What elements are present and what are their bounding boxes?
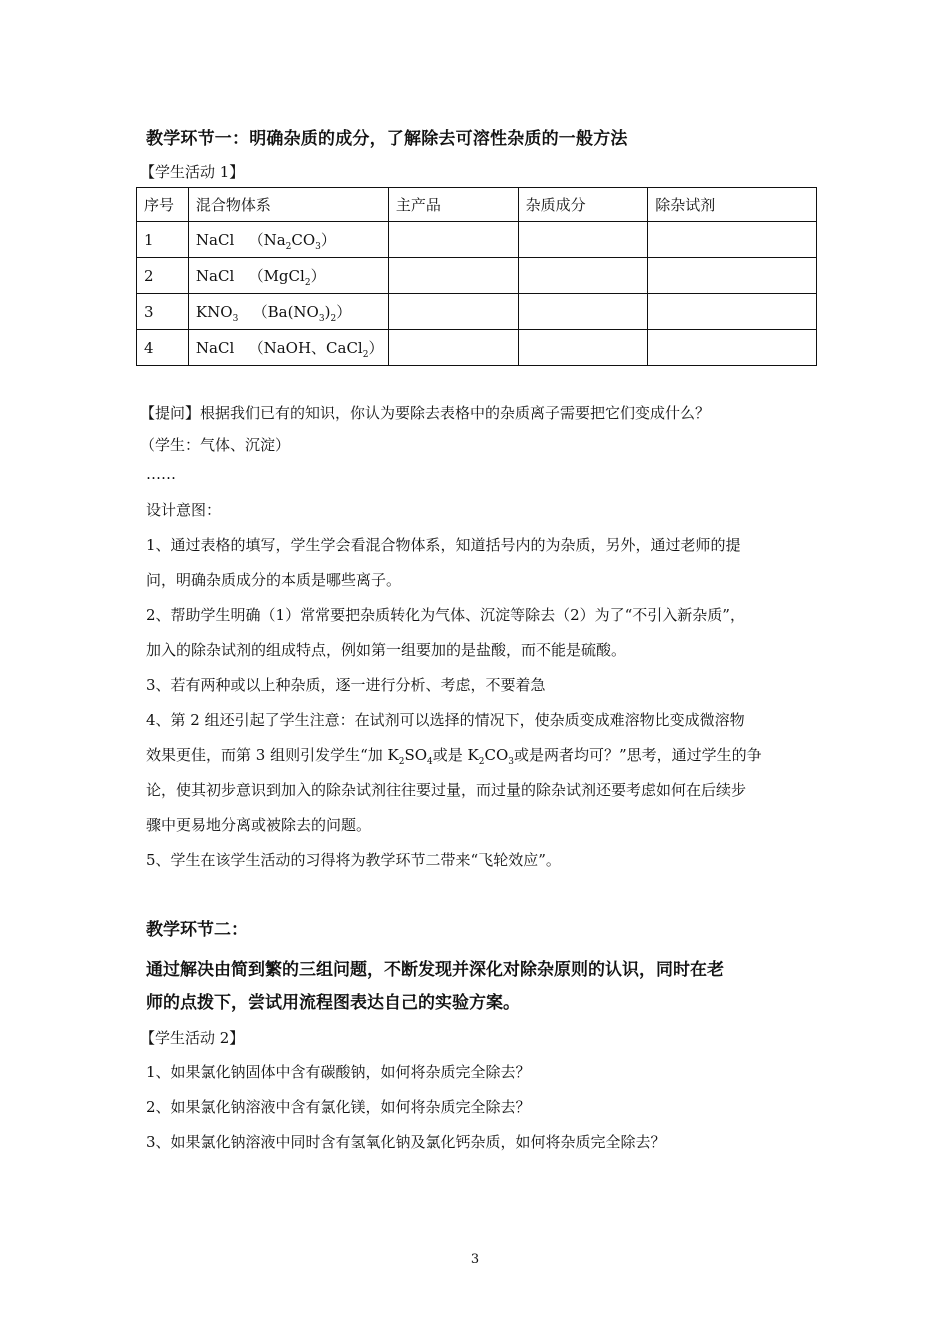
header-impurity: 杂质成分 (518, 188, 648, 222)
intent-line-formula: 效果更佳，而第 3 组则引发学生“加 $K_2SO_4$或是 $K_2CO_3$或是两者均可？”思考，通过学生的争 (146, 746, 762, 767)
row-reagent-cell (648, 222, 817, 258)
section2-subheading: 通过解决由简到繁的三组问题，不断发现并深化对除杂原则的认识，同时在老 (146, 960, 724, 980)
intent-line: 2、帮助学生明确（1）常常要把杂质转化为气体、沉淀等除去（2）为了“不引入新杂质”， (146, 606, 745, 624)
question-item: 2、如果氯化钠溶液中含有氯化镁，如何将杂质完全除去？ (146, 1098, 531, 1116)
row-reagent-cell (648, 294, 817, 330)
intent-line: 问，明确杂质成分的本质是哪些离子。 (146, 571, 402, 589)
row-mixture: NaCl $(Na_2CO_3)$ (188, 222, 388, 258)
row-no: 1 (137, 222, 189, 258)
intent-line: 论，使其初步意识到加入的除杂试剂往往要过量，而过量的除杂试剂还要考虑如何在后续步 (146, 781, 747, 799)
row-impurity-cell (518, 330, 648, 366)
page-number: 3 (470, 1252, 480, 1267)
intent-line: 4、第 2 组还引起了学生注意：在试剂可以选择的情况下，使杂质变成难溶物比变成微溶物 (146, 711, 745, 729)
table-row (137, 222, 817, 258)
intent-line: 加入的除杂试剂的组成特点，例如第一组要加的是盐酸，而不能是硫酸。 (146, 641, 627, 659)
row-reagent-cell (648, 258, 817, 294)
question-item: 1、如果氯化钠固体中含有碳酸钠，如何将杂质完全除去？ (146, 1063, 531, 1081)
header-mixture: 混合物体系 (188, 188, 388, 222)
intent-line: 5、学生在该学生活动的习得将为教学环节二带来“飞轮效应”。 (146, 851, 561, 869)
header-main-product: 主产品 (388, 188, 518, 222)
student-answer: （学生：气体、沉淀） (140, 436, 291, 454)
row-no: 3 (137, 294, 189, 330)
row-no: 2 (137, 258, 189, 294)
row-impurity-cell (518, 258, 648, 294)
intent-line: 3、若有两种或以上种杂质，逐一进行分析、考虑，不要着急 (146, 676, 546, 694)
table-header-row (137, 188, 817, 222)
section2-subheading: 师的点拨下，尝试用流程图表达自己的实验方案。 (146, 993, 520, 1013)
design-intent-title: 设计意图： (146, 501, 222, 519)
row-main-product-cell (388, 222, 518, 258)
activity1-label: 【学生活动 1】 (140, 163, 245, 181)
row-main-product-cell (388, 258, 518, 294)
row-mixture: $KNO_3$ $(Ba(NO_3)_2)$ (188, 294, 388, 330)
row-main-product-cell (388, 330, 518, 366)
mixture-table (136, 187, 817, 366)
intent-line: 1、通过表格的填写，学生学会看混合物体系，知道括号内的为杂质，另外，通过老师的提 (146, 536, 741, 554)
row-no: 4 (137, 330, 189, 366)
section1-heading: 教学环节一：明确杂质的成分，了解除去可溶性杂质的一般方法 (146, 129, 628, 149)
row-reagent-cell (648, 330, 817, 366)
table-row (137, 294, 817, 330)
section2-heading: 教学环节二： (146, 920, 248, 940)
row-impurity-cell (518, 222, 648, 258)
row-mixture: NaCl （NaOH、CaCl$_2$） (188, 330, 388, 366)
question-text: 【提问】根据我们已有的知识，你认为要除去表格中的杂质离子需要把它们变成什么？ (140, 404, 711, 422)
intent-line: 骤中更易地分离或被除去的问题。 (146, 816, 372, 834)
table-row (137, 330, 817, 366)
question-item: 3、如果氯化钠溶液中同时含有氢氧化钠及氯化钙杂质，如何将杂质完全除去？ (146, 1133, 666, 1151)
ellipsis: …… (146, 465, 176, 483)
table-row (137, 258, 817, 294)
header-reagent: 除杂试剂 (648, 188, 817, 222)
row-main-product-cell (388, 294, 518, 330)
header-no: 序号 (137, 188, 189, 222)
row-impurity-cell (518, 294, 648, 330)
activity2-label: 【学生活动 2】 (140, 1029, 245, 1047)
row-mixture: NaCl （MgCl$_2$） (188, 258, 388, 294)
